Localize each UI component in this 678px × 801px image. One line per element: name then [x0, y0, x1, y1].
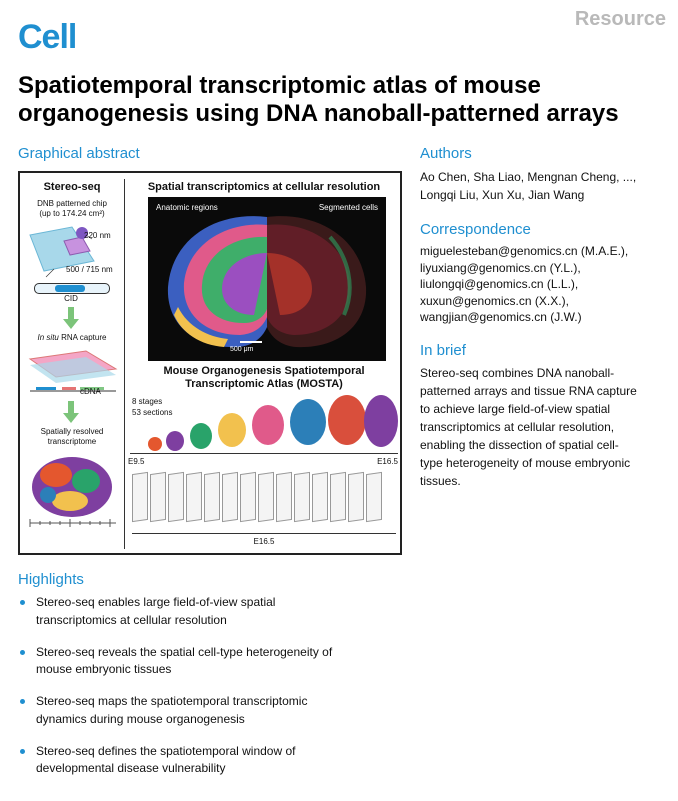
down-arrow-icon	[63, 319, 79, 329]
authors-line-1: Ao Chen, Sha Liao, Mengnan Cheng, ...,	[420, 170, 637, 184]
embryo-stage-1	[148, 437, 162, 451]
section-slice	[348, 472, 364, 522]
highlights-list	[18, 594, 418, 792]
section-stage-label: E16.5	[253, 537, 275, 546]
highlight-line: developmental disease vulnerability	[36, 761, 226, 775]
scale-bar-label: 500 μm	[230, 346, 254, 353]
highlight-line: Stereo-seq reveals the spatial cell-type heterogeneity of	[36, 644, 333, 659]
timeline-start-label: E9.5	[128, 457, 145, 466]
in-brief-text	[420, 364, 675, 490]
bullet-icon	[20, 699, 25, 704]
email-link[interactable]: liulongqi@genomics.cn (L.L.),	[420, 277, 579, 291]
article-title	[18, 72, 668, 128]
in-brief-line: enabling the dissection of spatial cell-	[420, 438, 619, 452]
embryo-stage-2	[166, 431, 184, 451]
mosta-title-line-1: Mouse Organogenesis Spatiotemporal	[163, 365, 365, 377]
nm-500-label: 500 / 715 nm	[66, 265, 113, 274]
section-bracket	[132, 533, 396, 534]
section-slice	[132, 472, 148, 522]
embryo-transcriptome-illustration	[26, 451, 120, 529]
section-slice	[276, 472, 292, 522]
section-slice	[222, 472, 238, 522]
stereo-seq-title: Stereo-seq	[43, 181, 101, 193]
in-brief-line: transcriptomics at cellular resolution,	[420, 420, 615, 434]
bullet-icon	[20, 600, 25, 605]
highlight-line: mouse embryonic tissues	[36, 662, 172, 676]
highlight-item	[18, 693, 418, 728]
segmented-cells-label: Segmented cells	[318, 203, 378, 212]
in-brief-line: Stereo-seq combines DNA nanoball-	[420, 366, 615, 380]
arrow-stem-1	[68, 307, 74, 319]
article-type-label: Resource	[574, 8, 666, 30]
chip-label-line-2: (up to 174.24 cm²)	[39, 209, 105, 218]
resolved-label-line-2: transcriptome	[47, 437, 97, 446]
timeline-arrow	[130, 453, 398, 454]
highlight-line: dynamics during mouse organogenesis	[36, 711, 245, 726]
email-link[interactable]: liyuxiang@genomics.cn (Y.L.),	[420, 260, 581, 275]
mosta-title-line-2: Transcriptomic Atlas (MOSTA)	[185, 378, 343, 390]
embryo-stage-3	[190, 423, 212, 449]
section-slice	[312, 472, 328, 522]
stages-label: 8 stages	[132, 397, 163, 406]
highlight-item	[18, 644, 418, 679]
nm-220-label: 220 nm	[84, 231, 111, 240]
scale-bar	[240, 341, 262, 343]
in-brief-line: tissues.	[420, 474, 461, 488]
highlight-line: Stereo-seq maps the spatiotemporal transcriptomic	[36, 694, 308, 708]
section-slice	[204, 472, 220, 522]
email-link[interactable]: wangjian@genomics.cn (J.W.)	[420, 310, 582, 324]
embryo-stage-7	[328, 395, 366, 445]
in-brief-line: to achieve large field-of-view spatial	[420, 402, 611, 416]
highlight-item	[18, 594, 418, 629]
email-link[interactable]: miguelesteban@genomics.cn (M.A.E.),	[420, 244, 629, 258]
cdna-label: cDNA	[80, 387, 101, 396]
figure-divider	[124, 179, 125, 549]
bullet-icon	[20, 749, 25, 754]
authors-list	[420, 168, 670, 204]
highlight-line: Stereo-seq defines the spatiotemporal window of	[36, 743, 296, 758]
authors-line-2: Longqi Liu, Xun Xu, Jian Wang	[420, 188, 585, 202]
resolved-label-line-1: Spatially resolved	[40, 427, 104, 436]
correspondence-emails	[420, 243, 670, 326]
sections-label: 53 sections	[132, 408, 173, 417]
embryo-stage-4	[218, 413, 246, 447]
rna-capture-label: In situ RNA capture	[37, 333, 107, 342]
section-slice	[150, 472, 166, 522]
cid-bar	[34, 283, 110, 294]
section-slice	[330, 472, 346, 522]
brain-section-image	[148, 197, 386, 361]
title-line-1: Spatiotemporal transcriptomic atlas of mouse	[18, 72, 541, 99]
highlight-line: transcriptomics at cellular resolution	[36, 612, 227, 627]
section-slice	[168, 472, 184, 522]
journal-logo: Cell	[18, 18, 77, 56]
bullet-icon	[20, 650, 25, 655]
cid-segment	[55, 285, 85, 292]
section-slice	[294, 472, 310, 522]
authors-heading: Authors	[420, 145, 472, 162]
section-slice	[366, 472, 382, 522]
section-slice	[258, 472, 274, 522]
section-slice	[240, 472, 256, 522]
down-arrow-icon	[63, 413, 79, 423]
correspondence-heading: Correspondence	[420, 221, 531, 238]
spatial-title: Spatial transcriptomics at cellular resolution	[147, 181, 381, 193]
in-brief-line: patterned arrays and tissue RNA capture	[420, 384, 637, 398]
graphical-abstract-figure	[18, 171, 402, 555]
graphical-abstract-heading: Graphical abstract	[18, 145, 140, 162]
title-line-2: organogenesis using DNA nanoball-patterned arrays	[18, 100, 619, 127]
in-brief-line: type heterogeneity of mouse embryonic	[420, 456, 631, 470]
chip-label-line-1: DNB patterned chip	[37, 199, 107, 208]
email-link[interactable]: xuxun@genomics.cn (X.X.),	[420, 293, 569, 308]
timeline-end-label: E16.5	[377, 457, 398, 466]
embryo-stage-6	[290, 399, 326, 445]
arrow-stem-2	[68, 401, 74, 413]
highlight-item	[18, 743, 418, 778]
highlights-heading: Highlights	[18, 571, 84, 588]
in-brief-heading: In brief	[420, 342, 466, 359]
highlight-line: Stereo-seq enables large field-of-view spatial	[36, 595, 276, 609]
anatomic-regions-label: Anatomic regions	[156, 203, 218, 212]
embryo-stage-8	[364, 395, 398, 447]
embryo-stage-5	[252, 405, 284, 445]
cid-label: CID	[64, 294, 78, 303]
section-slice	[186, 472, 202, 522]
